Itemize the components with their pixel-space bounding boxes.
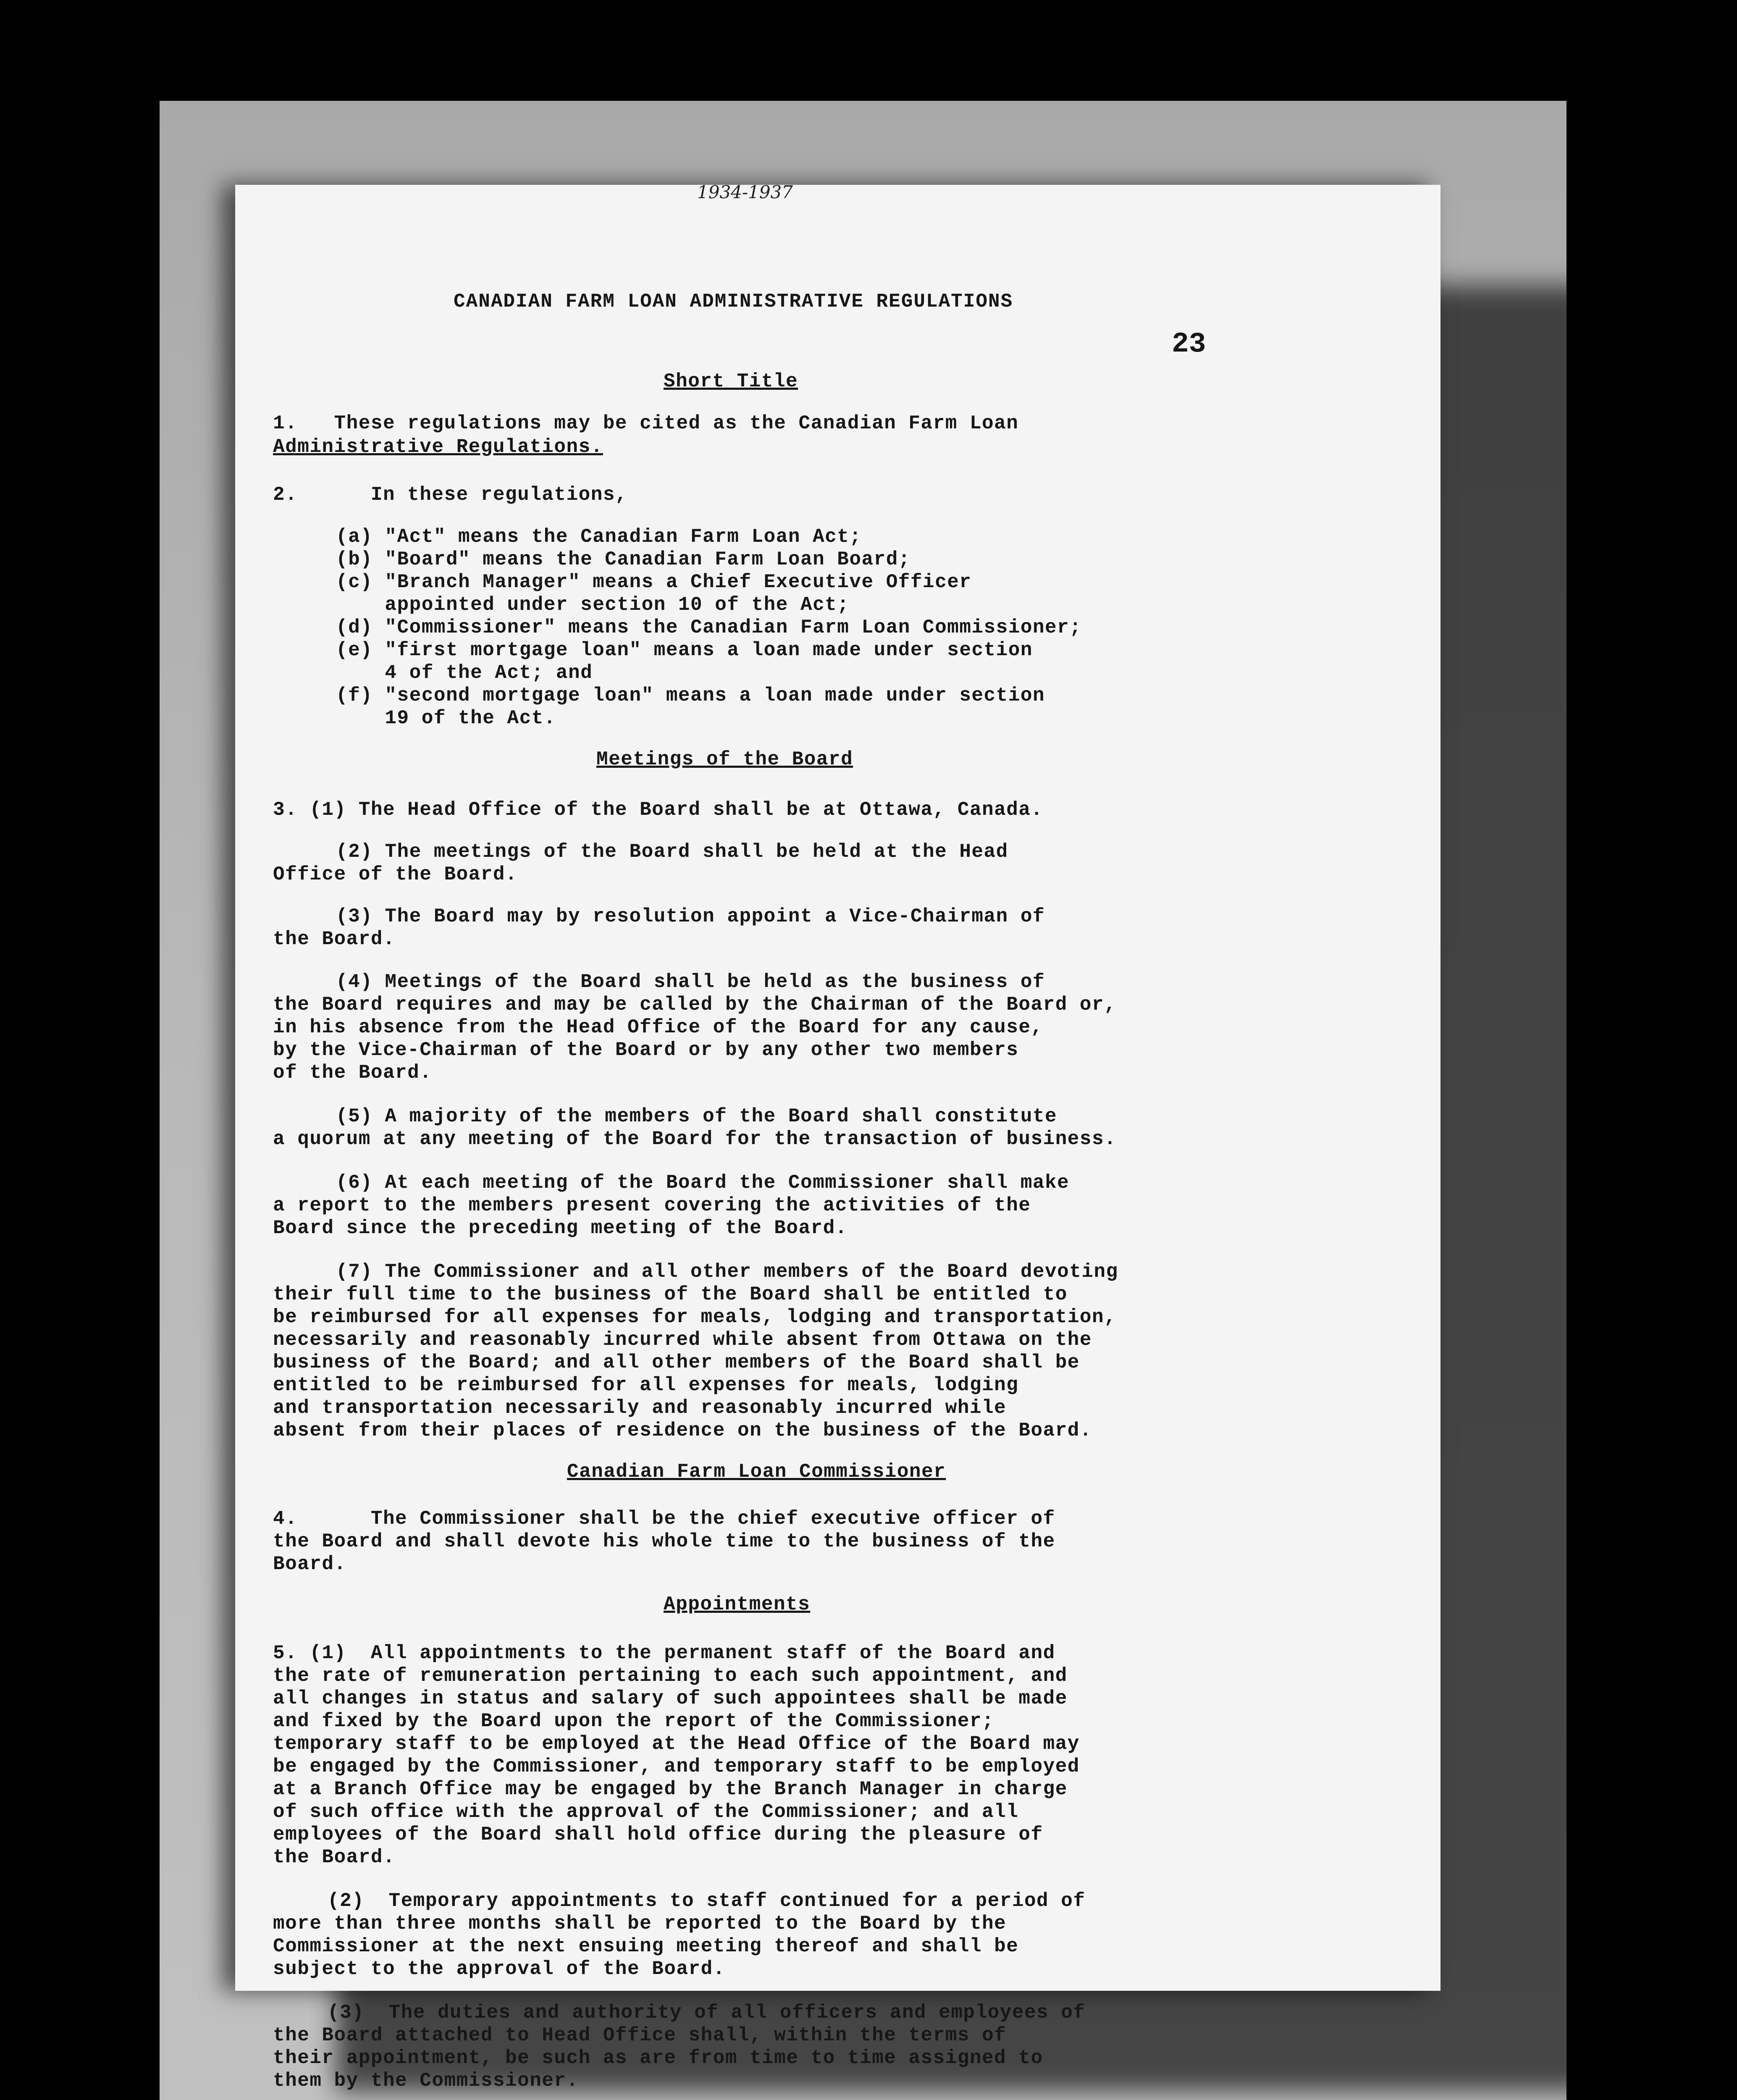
- text-line: 2. In these regulations,: [273, 484, 628, 506]
- definition-item: 19 of the Act.: [336, 707, 556, 729]
- text-line: the Board.: [273, 1846, 396, 1868]
- text-line: a report to the members present covering the activities of the: [273, 1194, 1031, 1216]
- section-heading: Meetings of the Board: [596, 748, 853, 770]
- definition-item: appointed under section 10 of the Act;: [336, 594, 850, 616]
- document-page: [235, 182, 1441, 2092]
- text-line: absent from their places of residence on the business of the Board.: [273, 1420, 1092, 1441]
- text-line: subject to the approval of the Board.: [273, 1958, 725, 1980]
- text-line: all changes in status and salary of such appointees shall be made: [273, 1688, 1068, 1709]
- definition-item: (c) "Branch Manager" means a Chief Executive Officer: [336, 571, 972, 593]
- text-line: of the Board.: [273, 1062, 432, 1084]
- text-line: (3) The duties and authority of all officers and employees of: [328, 2002, 1086, 2024]
- section-heading: Appointments: [664, 1593, 811, 1615]
- text-line: (3) The Board may by resolution appoint a Vice-Chairman of: [336, 906, 1045, 927]
- text-line: them by the Commissioner.: [273, 2070, 579, 2092]
- text-line: Commissioner at the next ensuing meeting thereof and shall be: [273, 1935, 1019, 1957]
- text-line: their appointment, be such as are from time to time assigned to: [273, 2047, 1043, 2069]
- text-line: Board.: [273, 1553, 346, 1575]
- text-line: 5. (1) All appointments to the permanent staff of the Board and: [273, 1642, 1055, 1664]
- definition-item: 4 of the Act; and: [336, 662, 593, 684]
- text-line: be engaged by the Commissioner, and temporary staff to be employed: [273, 1756, 1080, 1777]
- text-line: more than three months shall be reported to the Board by the: [273, 1913, 1007, 1935]
- text-line: and fixed by the Board upon the report of the Commissioner;: [273, 1710, 994, 1732]
- text-line: (6) At each meeting of the Board the Commissioner shall make: [336, 1172, 1070, 1194]
- text-line: the rate of remuneration pertaining to each such appointment, and: [273, 1665, 1068, 1687]
- text-line: the Board requires and may be called by the Chairman of the Board or,: [273, 994, 1117, 1016]
- definition-item: (a) "Act" means the Canadian Farm Loan Act;: [336, 526, 862, 548]
- section-heading: Canadian Farm Loan Commissioner: [567, 1461, 946, 1483]
- text-line: Office of the Board.: [273, 864, 518, 885]
- handwritten-date: 1934-1937: [697, 182, 793, 202]
- text-line: by the Vice-Chairman of the Board or by any other two members: [273, 1039, 1019, 1061]
- text-line: business of the Board; and all other members of the Board shall be: [273, 1352, 1080, 1373]
- text-line: the Board.: [273, 928, 396, 950]
- text-line: Administrative Regulations.: [273, 436, 603, 458]
- text-line: (7) The Commissioner and all other members of the Board devoting: [336, 1261, 1118, 1283]
- text-line: (4) Meetings of the Board shall be held as the business of: [336, 971, 1045, 993]
- text-line: be reimbursed for all expenses for meals, lodging and transportation,: [273, 1306, 1117, 1328]
- text-line: 4. The Commissioner shall be the chief executive officer of: [273, 1508, 1055, 1530]
- text-line: temporary staff to be employed at the Head Office of the Board may: [273, 1733, 1080, 1755]
- text-line: (2) Temporary appointments to staff continued for a period of: [328, 1890, 1086, 1912]
- definition-item: (d) "Commissioner" means the Canadian Farm Loan Commissioner;: [336, 617, 1082, 638]
- text-line: at a Branch Office may be engaged by the Branch Manager in charge: [273, 1778, 1068, 1800]
- text-line: the Board attached to Head Office shall, within the terms of: [273, 2024, 1007, 2046]
- text-line: a quorum at any meeting of the Board for the transaction of business.: [273, 1128, 1117, 1150]
- section-heading: Short Title: [664, 370, 798, 392]
- text-line: in his absence from the Head Office of the Board for any cause,: [273, 1016, 1043, 1038]
- text-line: (5) A majority of the members of the Board shall constitute: [336, 1105, 1057, 1127]
- text-line: necessarily and reasonably incurred while absent from Ottawa on the: [273, 1329, 1092, 1351]
- page-number: 23: [1172, 328, 1206, 360]
- text-line: of such office with the approval of the Commissioner; and all: [273, 1801, 1019, 1823]
- document-title: CANADIAN FARM LOAN ADMINISTRATIVE REGULATIONS: [454, 291, 1013, 312]
- text-line: and transportation necessarily and reasonably incurred while: [273, 1397, 1007, 1419]
- definition-item: (e) "first mortgage loan" means a loan made under section: [336, 639, 1033, 661]
- text-line: 3. (1) The Head Office of the Board shall be at Ottawa, Canada.: [273, 799, 1043, 821]
- text-line: (2) The meetings of the Board shall be held at the Head: [336, 841, 1008, 863]
- text-line: Board since the preceding meeting of the Board.: [273, 1217, 848, 1239]
- text-line: the Board and shall devote his whole time to the business of the: [273, 1530, 1055, 1552]
- definition-item: (b) "Board" means the Canadian Farm Loan Board;: [336, 549, 910, 570]
- text-line: 1. These regulations may be cited as the Canadian Farm Loan: [273, 412, 1019, 434]
- text-line: their full time to the business of the Board shall be entitled to: [273, 1284, 1068, 1305]
- definition-item: (f) "second mortgage loan" means a loan made under section: [336, 685, 1045, 706]
- text-line: employees of the Board shall hold office during the pleasure of: [273, 1824, 1043, 1845]
- text-line: entitled to be reimbursed for all expenses for meals, lodging: [273, 1374, 1019, 1396]
